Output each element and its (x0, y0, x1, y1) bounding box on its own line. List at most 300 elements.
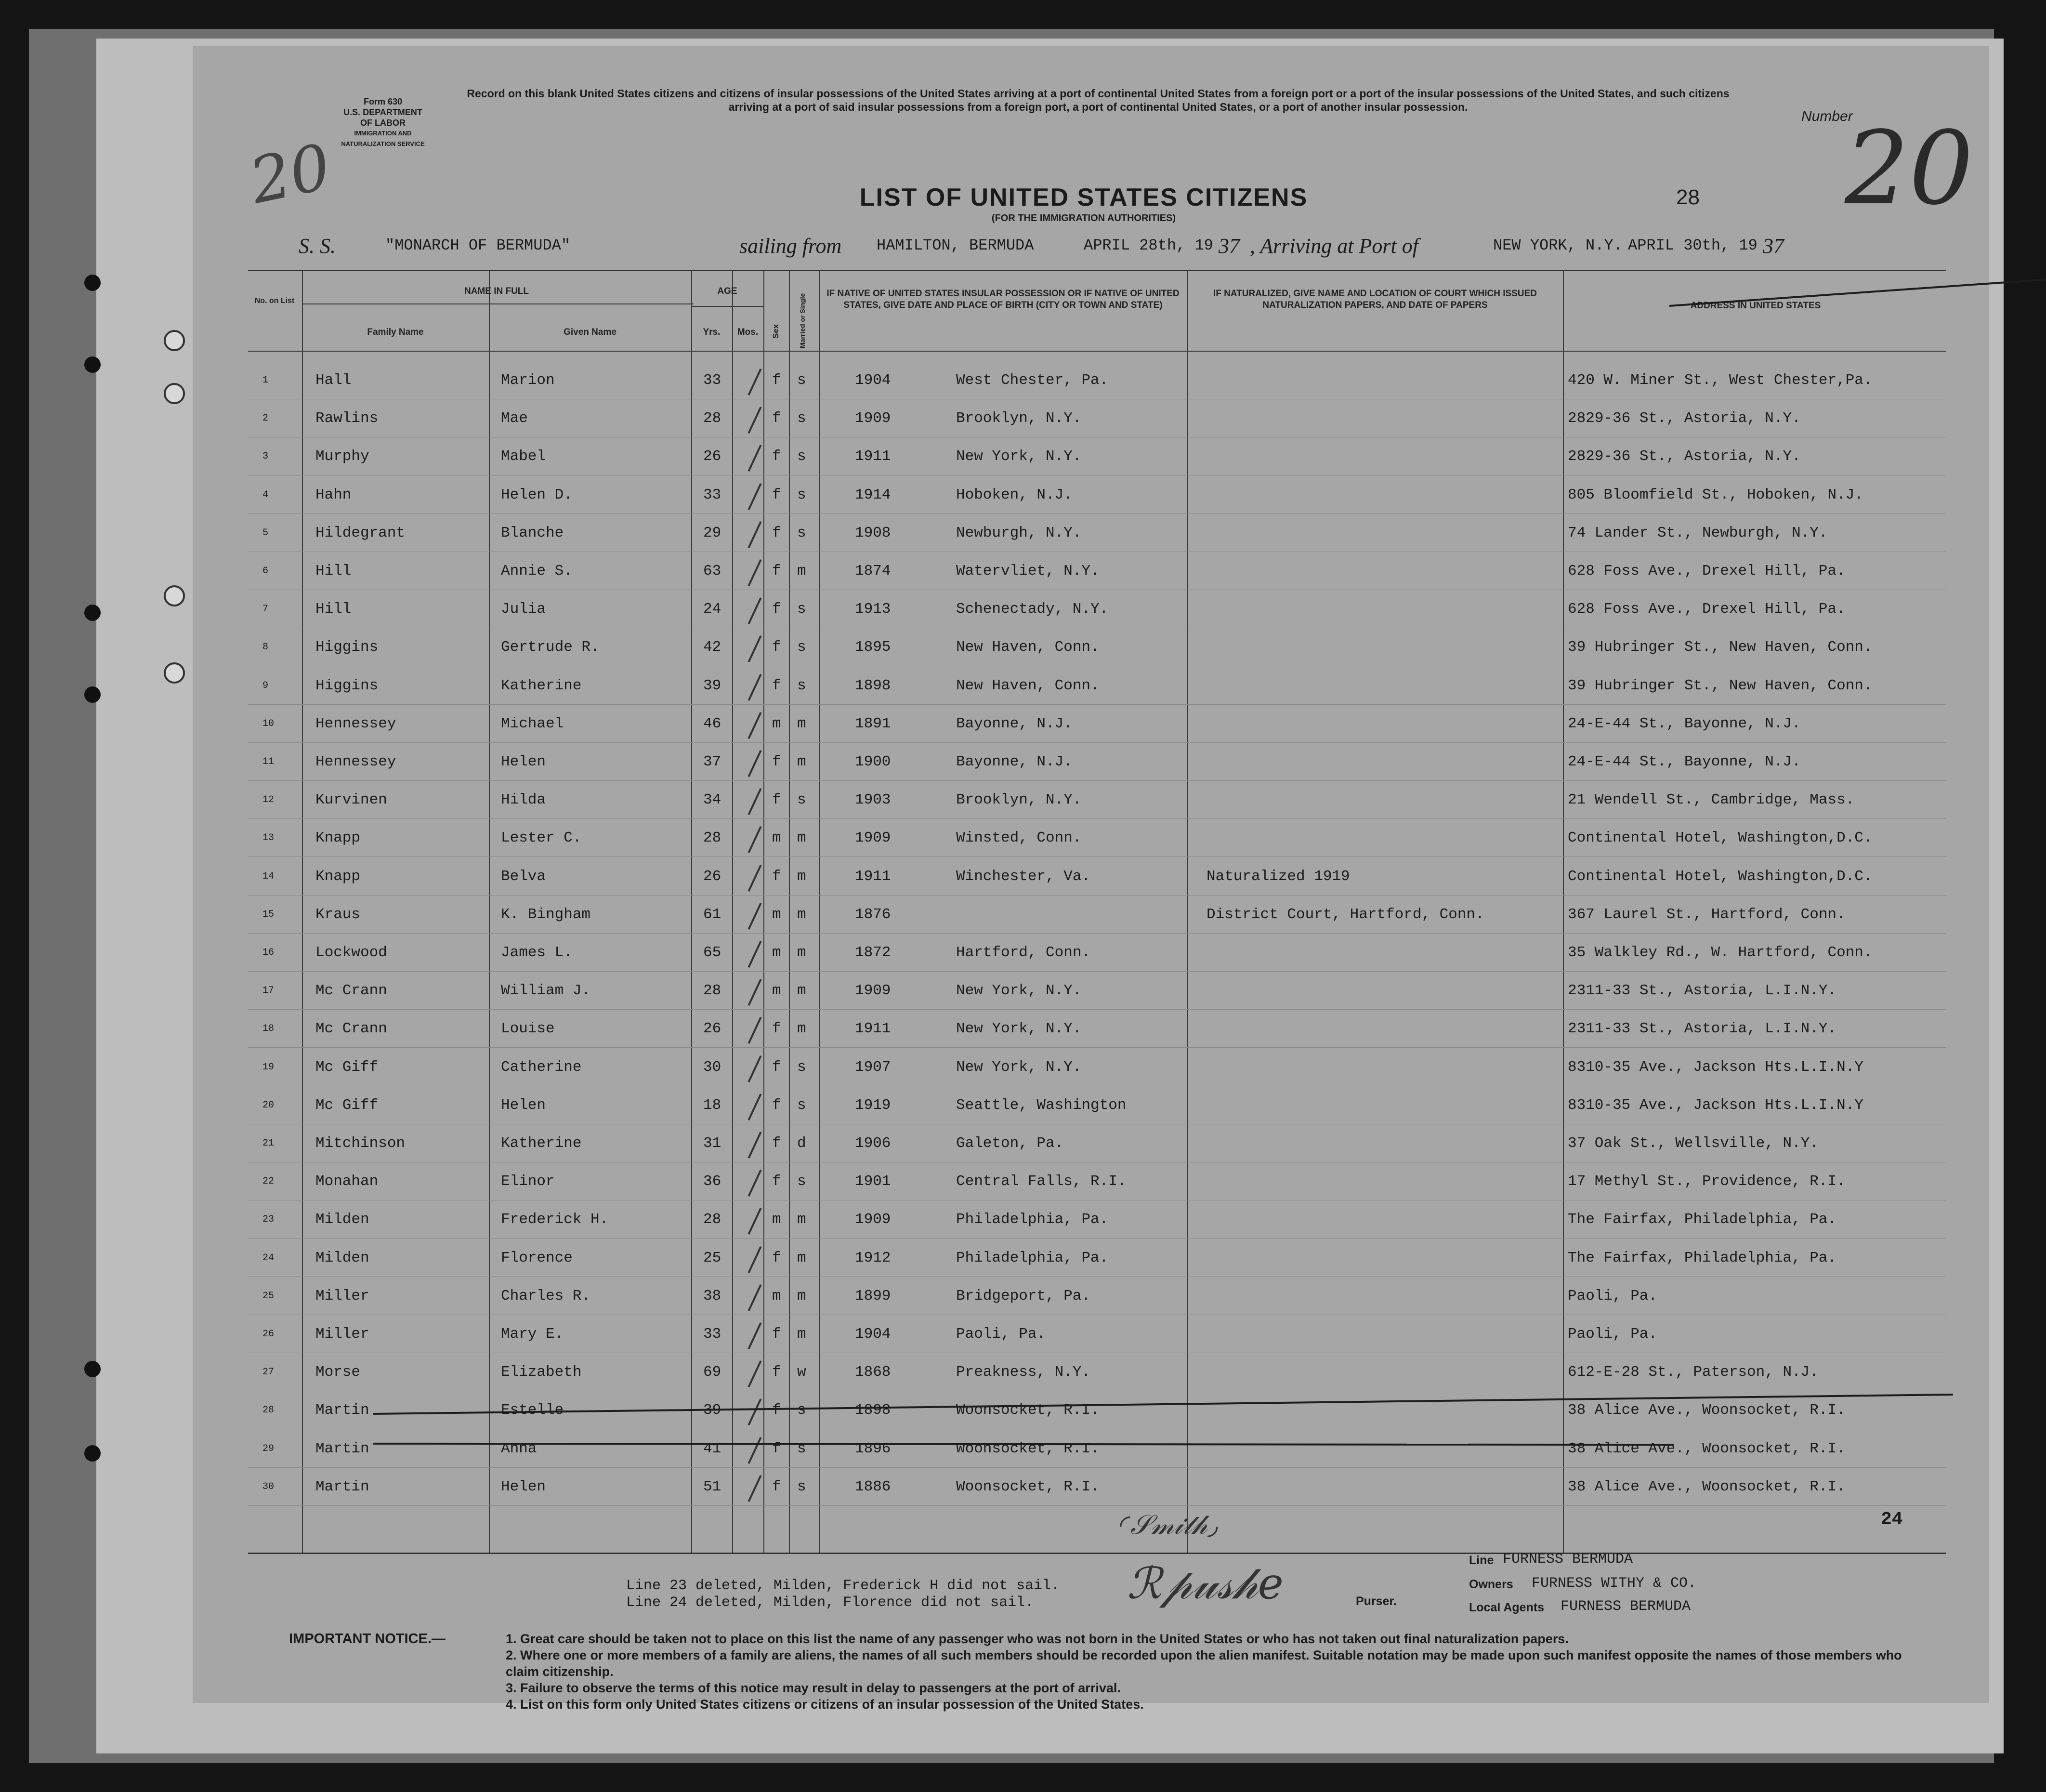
cell-no: 5 (262, 527, 269, 539)
cell-sex: m (772, 906, 781, 923)
cell-given: Mabel (501, 448, 546, 465)
voyage-line (299, 234, 1984, 258)
cell-addr: 612-E-28 St., Paterson, N.J. (1568, 1364, 1819, 1381)
cell-addr: 2829-36 St., Astoria, N.Y. (1568, 448, 1801, 465)
cell-addr: 17 Methyl St., Providence, R.I. (1568, 1173, 1846, 1190)
cell-given: Lester C. (501, 830, 582, 847)
cell-sex: f (772, 448, 781, 465)
purser-signature: ℛ𝓅𝓊𝓈𝒽𝑒 (1127, 1558, 1284, 1609)
cell-no: 9 (262, 680, 269, 691)
cell-given: Helen (501, 1478, 546, 1495)
cell-place: Brooklyn, N.Y. (956, 410, 1082, 427)
cell-addr: 74 Lander St., Newburgh, N.Y. (1568, 524, 1828, 541)
line-value: FURNESS BERMUDA (1503, 1551, 1633, 1568)
cell-age: 26 (703, 1020, 721, 1038)
cell-age: 28 (703, 982, 721, 1000)
table-row (248, 480, 1946, 518)
cell-no: 20 (262, 1099, 275, 1111)
cell-age: 36 (703, 1173, 721, 1190)
cell-ms: s (797, 1173, 806, 1190)
cell-addr: Continental Hotel, Washington,D.C. (1568, 830, 1873, 847)
cell-given: Helen (501, 1096, 546, 1114)
table-row (248, 441, 1946, 479)
cell-sex: f (772, 1440, 781, 1457)
page-subtitle: (FOR THE IMMIGRATION AUTHORITIES) (991, 213, 1176, 224)
departure-year: 37 (1219, 234, 1240, 258)
cell-sex: f (772, 1364, 781, 1381)
binder-hole (84, 356, 101, 373)
notice-item: 1. Great care should be taken not to place on this list the name of any passenger who was not born in the United States or who has not taken out final naturalization papers. (506, 1632, 1569, 1646)
table-row (248, 823, 1946, 861)
cell-family: Knapp (315, 830, 361, 847)
cell-age: 26 (703, 868, 721, 885)
cell-sex: f (772, 601, 781, 618)
deletion-note-2: Line 24 deleted, Milden, Florence did not sail. (626, 1594, 1034, 1611)
cell-year: 1899 (855, 1287, 891, 1304)
cell-given: Julia (501, 601, 546, 618)
cell-year: 1908 (855, 524, 891, 541)
cell-place: Seattle, Washington (956, 1096, 1127, 1114)
arriving-label: , Arriving at Port of (1250, 234, 1418, 258)
cell-given: Gertrude R. (501, 639, 600, 656)
cell-family: Hildegrant (315, 524, 406, 541)
sailing-label: sailing from (739, 234, 842, 258)
cell-sex: f (772, 1478, 781, 1495)
cell-place: New York, N.Y. (956, 448, 1082, 465)
cell-place: New Haven, Conn. (956, 639, 1100, 656)
cell-no: 12 (262, 794, 275, 806)
cell-sex: f (772, 791, 781, 809)
cell-addr: 24-E-44 St., Bayonne, N.J. (1568, 753, 1801, 770)
cell-no: 16 (262, 947, 275, 958)
purser-label: Purser. (1356, 1594, 1397, 1608)
cell-family: Martin (315, 1402, 369, 1419)
cell-sex: f (772, 639, 781, 656)
cell-given: Mae (501, 410, 528, 427)
cell-no: 10 (262, 718, 275, 729)
cell-ms: s (797, 372, 806, 389)
cell-sex: f (772, 1096, 781, 1114)
table-row (248, 975, 1946, 1014)
cell-year: 1909 (855, 410, 891, 427)
cell-ms: s (797, 1440, 806, 1457)
cell-place: Winsted, Conn. (956, 830, 1082, 847)
number-prefix: 28 (1676, 185, 1700, 209)
cell-no: 30 (262, 1481, 275, 1492)
cell-given: Katherine (501, 1135, 582, 1152)
cell-ms: m (797, 753, 806, 770)
cell-age: 34 (703, 791, 721, 809)
cell-given: James L. (501, 944, 573, 961)
punch-ring (164, 662, 185, 684)
cell-no: 1 (262, 375, 269, 386)
table-row (248, 1281, 1946, 1319)
cell-sex: m (772, 715, 781, 732)
cell-place: Philadelphia, Pa. (956, 1211, 1109, 1228)
table-row (248, 403, 1946, 441)
cell-no: 25 (262, 1290, 275, 1302)
cell-age: 18 (703, 1096, 721, 1114)
table-row (248, 747, 1946, 785)
table-row (248, 1434, 1946, 1472)
cell-place: Hoboken, N.J. (956, 486, 1073, 503)
cell-family: Miller (315, 1287, 369, 1304)
cell-family: Monahan (315, 1173, 379, 1190)
cell-ms: s (797, 1058, 806, 1076)
cell-family: Lockwood (315, 944, 387, 961)
cell-given: Blanche (501, 524, 564, 541)
cell-no: 17 (262, 985, 275, 997)
cell-addr: 39 Hubringer St., New Haven, Conn. (1568, 639, 1873, 656)
cell-addr: 8310-35 Ave., Jackson Hts.L.I.N.Y (1568, 1058, 1863, 1076)
cell-addr: Continental Hotel, Washington,D.C. (1568, 868, 1873, 885)
cell-ms: m (797, 982, 806, 1000)
cell-no: 18 (262, 1023, 275, 1035)
cell-sex: f (772, 372, 781, 389)
col-family-name: Family Name (367, 327, 424, 337)
cell-family: Kraus (315, 906, 361, 923)
line-label: Line (1469, 1554, 1494, 1567)
cell-sex: m (772, 830, 781, 847)
cell-ms: m (797, 1249, 806, 1266)
cell-ms: s (797, 1096, 806, 1114)
passenger-table (248, 270, 1946, 1554)
cell-addr: 37 Oak St., Wellsville, N.Y. (1568, 1135, 1819, 1152)
header-divider (248, 351, 1946, 352)
cell-place: Preakness, N.Y. (956, 1364, 1091, 1381)
cell-given: K. Bingham (501, 906, 591, 923)
cell-family: Rawlins (315, 410, 379, 427)
cell-sex: f (772, 1249, 781, 1266)
col-years: Yrs. (703, 327, 721, 337)
cell-year: 1907 (855, 1058, 891, 1076)
cell-sex: m (772, 1287, 781, 1304)
cell-sex: f (772, 1135, 781, 1152)
cell-no: 27 (262, 1367, 275, 1378)
cell-ms: s (797, 1478, 806, 1495)
cell-addr: 8310-35 Ave., Jackson Hts.L.I.N.Y (1568, 1096, 1863, 1114)
cell-ms: m (797, 944, 806, 961)
cell-age: 28 (703, 410, 721, 427)
cell-place: Schenectady, N.Y. (956, 601, 1109, 618)
departure-port: HAMILTON, BERMUDA (877, 237, 1034, 254)
cell-addr: 628 Foss Ave., Drexel Hill, Pa. (1568, 563, 1846, 580)
cell-age: 25 (703, 1249, 721, 1266)
cell-year: 1913 (855, 601, 891, 618)
cell-year: 1914 (855, 486, 891, 503)
cell-age: 39 (703, 1402, 721, 1419)
cell-year: 1903 (855, 791, 891, 809)
cell-age: 37 (703, 753, 721, 770)
cell-year: 1919 (855, 1096, 891, 1114)
cell-addr: The Fairfax, Philadelphia, Pa. (1568, 1249, 1837, 1266)
cell-family: Martin (315, 1440, 369, 1457)
cell-no: 7 (262, 604, 269, 615)
cell-given: Florence (501, 1249, 573, 1266)
cell-age: 26 (703, 448, 721, 465)
col-birth: IF NATIVE OF UNITED STATES INSULAR POSSESSION OR IF NATIVE OF UNITED STATES, GIVE DATE AND PLACE OF BIRTH (CITY OR TOWN AND STATE) (826, 289, 1180, 310)
punch-ring (164, 383, 185, 404)
table-row (248, 1357, 1946, 1395)
cell-family: Hill (315, 601, 352, 618)
col-months: Mos. (737, 327, 759, 337)
cell-addr: 628 Foss Ave., Drexel Hill, Pa. (1568, 601, 1846, 618)
cell-place: Woonsocket, R.I. (956, 1440, 1100, 1457)
cell-place: Central Falls, R.I. (956, 1173, 1127, 1190)
cell-age: 31 (703, 1135, 721, 1152)
cell-sex: f (772, 1326, 781, 1343)
cell-place: Newburgh, N.Y. (956, 524, 1082, 541)
table-row (248, 671, 1946, 709)
table-row (248, 899, 1946, 937)
cell-given: Anna (501, 1440, 537, 1457)
table-row (248, 1128, 1946, 1166)
cell-ms: m (797, 830, 806, 847)
cell-place: Bridgeport, Pa. (956, 1287, 1091, 1304)
cell-family: Mitchinson (315, 1135, 406, 1152)
table-row (248, 1243, 1946, 1281)
cell-given: Marion (501, 372, 555, 389)
cell-no: 6 (262, 566, 269, 577)
cell-given: Katherine (501, 677, 582, 694)
cell-ms: m (797, 1020, 806, 1038)
binder-hole (84, 275, 101, 291)
cell-place: Galeton, Pa. (956, 1135, 1064, 1152)
cell-no: 2 (262, 413, 269, 424)
cell-place: Watervliet, N.Y. (956, 563, 1100, 580)
cell-ms: s (797, 791, 806, 809)
cell-addr: The Fairfax, Philadelphia, Pa. (1568, 1211, 1837, 1228)
cell-place: Woonsocket, R.I. (956, 1478, 1100, 1495)
cell-year: 1912 (855, 1249, 891, 1266)
cell-addr: 2829-36 St., Astoria, N.Y. (1568, 410, 1801, 427)
cell-given: Charles R. (501, 1287, 591, 1304)
owners-label: Owners (1469, 1578, 1513, 1591)
cell-given: Frederick H. (501, 1211, 609, 1228)
cell-age: 29 (703, 524, 721, 541)
table-row (248, 785, 1946, 823)
cell-family: Hahn (315, 486, 352, 503)
cell-given: Estelle (501, 1402, 564, 1419)
table-row (248, 861, 1946, 899)
cell-addr: 367 Laurel St., Hartford, Conn. (1568, 906, 1846, 923)
cell-given: Louise (501, 1020, 555, 1038)
cell-year: 1898 (855, 677, 891, 694)
cell-no: 29 (262, 1443, 275, 1454)
cell-age: 42 (703, 639, 721, 656)
cell-age: 30 (703, 1058, 721, 1076)
cell-no: 3 (262, 451, 269, 462)
binder-hole (84, 1361, 101, 1377)
cell-family: Higgins (315, 639, 379, 656)
cell-place: Paoli, Pa. (956, 1326, 1046, 1343)
cell-addr: 420 W. Miner St., West Chester,Pa. (1568, 372, 1873, 389)
cell-sex: f (772, 753, 781, 770)
notice-item: 4. List on this form only United States citizens or citizens of an insular possession of the United States. (506, 1697, 1144, 1712)
cell-family: Mc Giff (315, 1096, 379, 1114)
notice-item: 3. Failure to observe the terms of this notice may result in delay to passengers at the port of arrival. (506, 1681, 1121, 1695)
cell-no: 23 (262, 1214, 275, 1225)
cell-no: 4 (262, 489, 269, 501)
cell-sex: f (772, 1173, 781, 1190)
cell-family: Knapp (315, 868, 361, 885)
cell-family: Mc Crann (315, 982, 387, 1000)
ship-name: "MONARCH OF BERMUDA" (385, 237, 571, 254)
cell-addr: 805 Bloomfield St., Hoboken, N.J. (1568, 486, 1863, 503)
binder-hole (84, 1445, 101, 1462)
cell-ms: d (797, 1135, 806, 1152)
cell-place: West Chester, Pa. (956, 372, 1109, 389)
cell-family: Mc Crann (315, 1020, 387, 1038)
cell-ms: s (797, 524, 806, 541)
cell-addr: Paoli, Pa. (1568, 1287, 1658, 1304)
cell-ms: m (797, 715, 806, 732)
row-divider (302, 303, 694, 304)
cell-age: 28 (703, 1211, 721, 1228)
cell-addr: 35 Walkley Rd., W. Hartford, Conn. (1568, 944, 1873, 961)
cell-year: 1886 (855, 1478, 891, 1495)
cell-given: Helen (501, 753, 546, 770)
notice-label: IMPORTANT NOTICE.— (289, 1631, 446, 1647)
col-married: Married or Single (799, 293, 806, 348)
cell-place: Hartford, Conn. (956, 944, 1091, 961)
cell-addr: 2311-33 St., Astoria, L.I.N.Y. (1568, 1020, 1837, 1038)
cell-year: 1911 (855, 448, 891, 465)
cell-place: Philadelphia, Pa. (956, 1249, 1109, 1266)
cell-family: Hennessey (315, 715, 396, 732)
cell-given: Annie S. (501, 563, 573, 580)
number-label: Number (1801, 108, 1853, 124)
cell-age: 61 (703, 906, 721, 923)
cell-age: 69 (703, 1364, 721, 1381)
cell-year: 1909 (855, 982, 891, 1000)
table-row (248, 365, 1946, 403)
cell-year: 1876 (855, 906, 891, 923)
cell-year: 1909 (855, 1211, 891, 1228)
cell-nat: District Court, Hartford, Conn. (1207, 906, 1484, 923)
cell-addr: 39 Hubringer St., New Haven, Conn. (1568, 677, 1873, 694)
cell-given: Elizabeth (501, 1364, 582, 1381)
table-row (248, 632, 1946, 670)
cell-family: Milden (315, 1249, 369, 1266)
punch-ring (164, 585, 185, 606)
cell-addr: 38 Alice Ave., Woonsocket, R.I. (1568, 1402, 1846, 1419)
cell-given: Catherine (501, 1058, 582, 1076)
cell-ms: s (797, 410, 806, 427)
cell-year: 1896 (855, 1440, 891, 1457)
cell-family: Hill (315, 563, 352, 580)
col-no: No. on List (254, 297, 295, 305)
cell-year: 1911 (855, 868, 891, 885)
cell-family: Kurvinen (315, 791, 387, 809)
cell-year: 1909 (855, 830, 891, 847)
form-service: IMMIGRATION AND NATURALIZATION SERVICE (341, 130, 425, 147)
cell-place: Brooklyn, N.Y. (956, 791, 1082, 809)
cell-sex: f (772, 868, 781, 885)
table-row (248, 1395, 1946, 1433)
cell-year: 1901 (855, 1173, 891, 1190)
cell-year: 1868 (855, 1364, 891, 1381)
cell-sex: f (772, 1058, 781, 1076)
cell-age: 51 (703, 1478, 721, 1495)
cell-ms: s (797, 601, 806, 618)
cell-no: 19 (262, 1061, 275, 1073)
cell-addr: 2311-33 St., Astoria, L.I.N.Y. (1568, 982, 1837, 1000)
table-row (248, 518, 1946, 556)
punch-ring (164, 330, 185, 351)
cell-year: 1906 (855, 1135, 891, 1152)
cell-family: Higgins (315, 677, 379, 694)
cell-addr: 21 Wendell St., Cambridge, Mass. (1568, 791, 1855, 809)
cell-ms: s (797, 448, 806, 465)
list-number: 20 (1845, 109, 1974, 227)
cell-age: 33 (703, 372, 721, 389)
col-name-in-full: NAME IN FULL (464, 286, 529, 296)
cell-family: Martin (315, 1478, 369, 1495)
cell-place: New York, N.Y. (956, 1058, 1082, 1076)
cell-year: 1891 (855, 715, 891, 732)
col-naturalized: IF NATURALIZED, GIVE NAME AND LOCATION OF COURT WHICH ISSUED NATURALIZATION PAPERS, AND DATE OF PAPERS (1213, 289, 1537, 310)
cell-family: Miller (315, 1326, 369, 1343)
cell-age: 46 (703, 715, 721, 732)
arrival-port: NEW YORK, N.Y. (1493, 237, 1623, 254)
cell-ms: s (797, 677, 806, 694)
cell-place: Bayonne, N.J. (956, 753, 1073, 770)
cell-no: 24 (262, 1252, 275, 1264)
owners-value: FURNESS WITHY & CO. (1532, 1575, 1697, 1592)
cell-addr: 38 Alice Ave., Woonsocket, R.I. (1568, 1440, 1846, 1457)
cell-place: Bayonne, N.J. (956, 715, 1073, 732)
cell-family: Hennessey (315, 753, 396, 770)
cell-year: 1895 (855, 639, 891, 656)
cell-ms: s (797, 639, 806, 656)
cell-sex: f (772, 1020, 781, 1038)
binder-hole (84, 686, 101, 703)
table-row (248, 937, 1946, 975)
agents-value: FURNESS BERMUDA (1561, 1598, 1691, 1615)
table-row (248, 1204, 1946, 1242)
col-given-name: Given Name (564, 327, 616, 337)
cell-sex: m (772, 944, 781, 961)
cell-given: William J. (501, 982, 591, 1000)
table-row (248, 1166, 1946, 1204)
arrival-date: APRIL 30th, 19 (1628, 237, 1757, 254)
cell-family: Morse (315, 1364, 361, 1381)
binder-hole (84, 605, 101, 621)
form-dept: U.S. DEPARTMENT OF LABOR (343, 107, 422, 128)
cell-nat: Naturalized 1919 (1207, 868, 1350, 885)
cell-addr: 24-E-44 St., Bayonne, N.J. (1568, 715, 1801, 732)
cell-age: 65 (703, 944, 721, 961)
departure-date: APRIL 28th, 19 (1084, 237, 1213, 254)
cell-age: 33 (703, 486, 721, 503)
cell-ms: m (797, 563, 806, 580)
cell-given: Mary E. (501, 1326, 564, 1343)
cell-year: 1911 (855, 1020, 891, 1038)
table-row (248, 556, 1946, 594)
cell-ms: m (797, 1326, 806, 1343)
cell-sex: f (772, 1402, 781, 1419)
cell-ms: m (797, 1287, 806, 1304)
col-address: ADDRESS IN UNITED STATES (1690, 301, 1821, 311)
form-number: Form 630 (363, 97, 403, 106)
cell-sex: f (772, 563, 781, 580)
table-row (248, 594, 1946, 632)
cell-ms: w (797, 1364, 806, 1381)
cell-age: 63 (703, 563, 721, 580)
cell-no: 13 (262, 832, 275, 844)
cell-year: 1904 (855, 1326, 891, 1343)
